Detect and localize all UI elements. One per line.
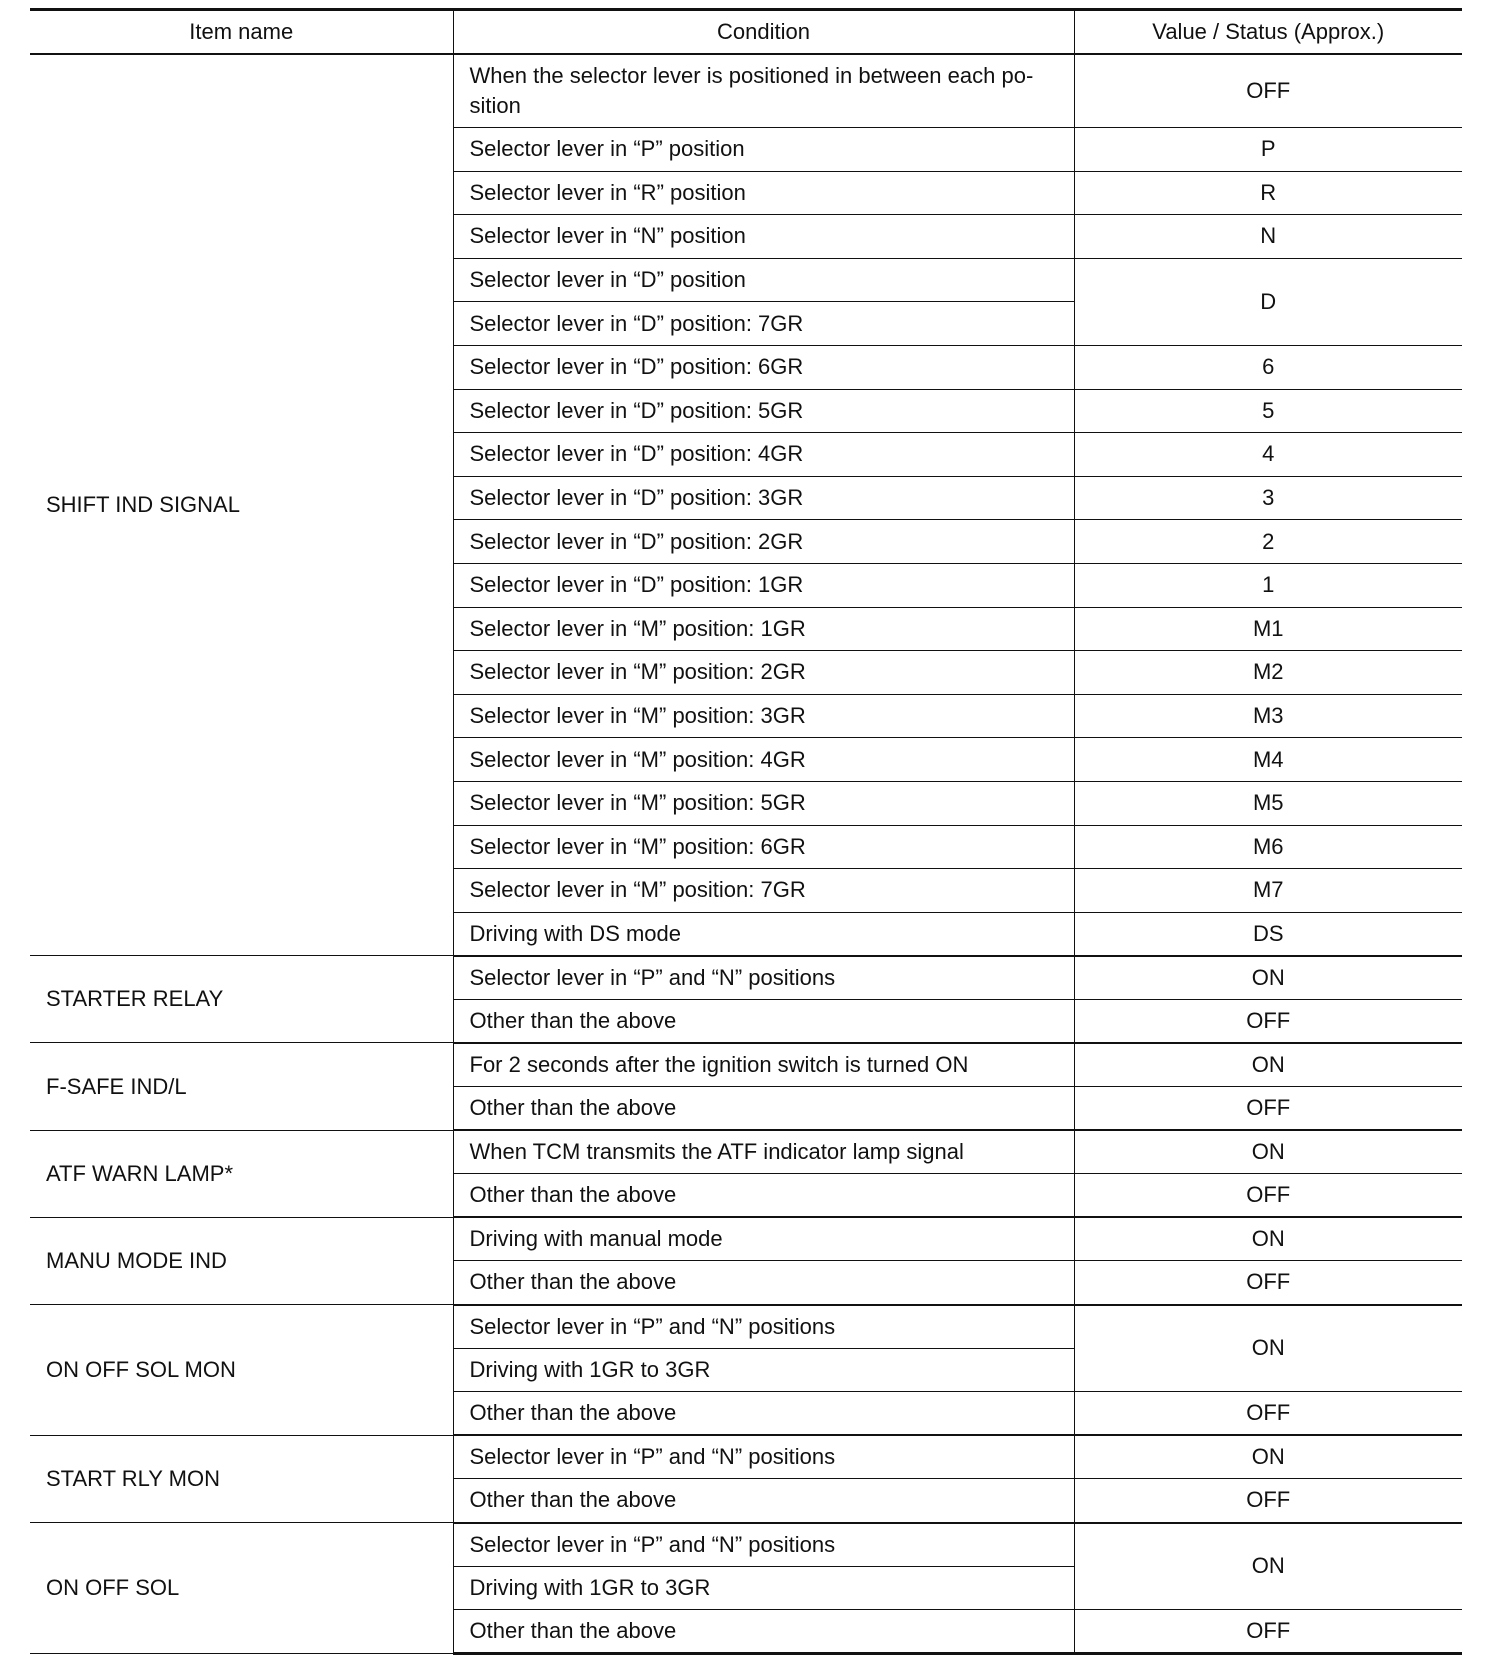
condition-text: Selector lever in “P” and “N” positions — [469, 964, 836, 990]
table-row — [30, 1305, 1462, 1349]
condition-text: Selector lever in “M” position: 5GR — [469, 790, 806, 816]
value-status-cell: M4 — [1074, 738, 1462, 782]
condition-text: Selector lever in “N” position — [469, 223, 746, 249]
condition-text: Selector lever in “M” position: 7GR — [469, 877, 806, 903]
item-name-cell: ON OFF SOL — [30, 1523, 453, 1654]
item-name-cell: F-SAFE IND/L — [30, 1043, 453, 1130]
condition-cell — [453, 825, 1074, 869]
condition-text: Driving with 1GR to 3GR — [469, 1574, 711, 1600]
value-status-cell: 2 — [1074, 520, 1462, 564]
condition-text: Selector lever in “D” position: 5GR — [469, 397, 804, 423]
condition-text: Selector lever in “D” position: 7GR — [469, 310, 804, 336]
condition-cell — [453, 1566, 1074, 1610]
value-status-cell: ON — [1074, 1130, 1462, 1174]
condition-cell — [453, 389, 1074, 433]
condition-text: Other than the above — [469, 1182, 677, 1208]
condition-text: Selector lever in “D” position: 3GR — [469, 485, 804, 511]
condition-cell — [453, 1305, 1074, 1349]
condition-text: Other than the above — [469, 1095, 677, 1121]
table-row — [30, 1130, 1462, 1174]
condition-cell — [453, 1392, 1074, 1436]
header-item-name: Item name — [30, 10, 453, 54]
item-name-cell: STARTER RELAY — [30, 956, 453, 1043]
value-status-cell: ON — [1074, 1305, 1462, 1392]
condition-cell — [453, 1217, 1074, 1261]
condition-cell — [453, 1348, 1074, 1392]
condition-cell — [453, 738, 1074, 782]
value-status-cell: OFF — [1074, 1392, 1462, 1436]
condition-cell — [453, 433, 1074, 477]
value-status-cell: M7 — [1074, 869, 1462, 913]
condition-cell — [453, 215, 1074, 259]
condition-cell — [453, 128, 1074, 172]
value-status-cell: OFF — [1074, 1261, 1462, 1305]
value-status-cell: N — [1074, 215, 1462, 259]
condition-cell — [453, 258, 1074, 302]
table-row — [30, 1435, 1462, 1479]
condition-cell — [453, 476, 1074, 520]
value-status-cell: ON — [1074, 1435, 1462, 1479]
condition-text: Selector lever in “M” position: 6GR — [469, 833, 806, 859]
value-status-cell: M6 — [1074, 825, 1462, 869]
condition-cell — [453, 54, 1074, 128]
table-row — [30, 1523, 1462, 1567]
condition-text: Selector lever in “P” position — [469, 136, 745, 162]
condition-cell — [453, 1610, 1074, 1654]
condition-cell — [453, 563, 1074, 607]
value-status-cell: 4 — [1074, 433, 1462, 477]
value-status-cell: M5 — [1074, 781, 1462, 825]
condition-text: Selector lever in “D” position: 6GR — [469, 354, 804, 380]
value-status-cell: DS — [1074, 912, 1462, 956]
condition-cell — [453, 781, 1074, 825]
value-status-cell: OFF — [1074, 1479, 1462, 1523]
value-status-cell: OFF — [1074, 1087, 1462, 1131]
condition-text: Selector lever in “D” position: 1GR — [469, 572, 804, 598]
value-status-cell: ON — [1074, 1043, 1462, 1087]
condition-text: Selector lever in “D” position: 4GR — [469, 441, 804, 467]
condition-text: Selector lever in “M” position: 4GR — [469, 746, 806, 772]
condition-text: Other than the above — [469, 1007, 677, 1033]
header-condition: Condition — [453, 10, 1074, 54]
condition-text: When TCM transmits the ATF indicator lamp signal — [469, 1139, 964, 1165]
condition-cell — [453, 1261, 1074, 1305]
condition-text: Selector lever in “D” position — [469, 267, 746, 293]
condition-text: Driving with DS mode — [469, 920, 682, 946]
condition-cell — [453, 1435, 1074, 1479]
value-status-cell: 3 — [1074, 476, 1462, 520]
condition-text: Other than the above — [469, 1400, 677, 1426]
item-name-cell: ON OFF SOL MON — [30, 1305, 453, 1436]
condition-cell — [453, 171, 1074, 215]
condition-cell — [453, 869, 1074, 913]
condition-cell — [453, 694, 1074, 738]
condition-text: Driving with manual mode — [469, 1226, 723, 1252]
condition-cell — [453, 999, 1074, 1043]
condition-cell — [453, 1130, 1074, 1174]
value-status-cell: 6 — [1074, 345, 1462, 389]
value-status-cell: ON — [1074, 1217, 1462, 1261]
data-monitor-table — [30, 8, 1462, 1655]
value-status-cell: OFF — [1074, 999, 1462, 1043]
condition-text: Other than the above — [469, 1617, 677, 1643]
condition-text: Selector lever in “P” and “N” positions — [469, 1531, 836, 1557]
condition-text: Other than the above — [469, 1487, 677, 1513]
item-name-cell: START RLY MON — [30, 1435, 453, 1522]
condition-cell — [453, 1087, 1074, 1131]
value-status-cell: M2 — [1074, 651, 1462, 695]
table-row — [30, 956, 1462, 1000]
condition-text: Selector lever in “M” position: 1GR — [469, 615, 806, 641]
table-row — [30, 1043, 1462, 1087]
table-row — [30, 54, 1462, 128]
condition-text: Selector lever in “P” and “N” positions — [469, 1444, 836, 1470]
value-status-cell: M3 — [1074, 694, 1462, 738]
condition-text: Other than the above — [469, 1269, 677, 1295]
value-status-cell: ON — [1074, 1523, 1462, 1610]
condition-cell — [453, 1479, 1074, 1523]
condition-cell — [453, 607, 1074, 651]
condition-cell — [453, 912, 1074, 956]
condition-text: Selector lever in “P” and “N” positions — [469, 1313, 836, 1339]
value-status-cell: D — [1074, 258, 1462, 345]
condition-cell — [453, 956, 1074, 1000]
condition-text: Selector lever in “M” position: 2GR — [469, 659, 806, 685]
item-name-cell: SHIFT IND SIGNAL — [30, 54, 453, 956]
value-status-cell: M1 — [1074, 607, 1462, 651]
condition-cell — [453, 1523, 1074, 1567]
item-name-cell: ATF WARN LAMP* — [30, 1130, 453, 1217]
table-row — [30, 1217, 1462, 1261]
condition-cell — [453, 651, 1074, 695]
condition-text: Driving with 1GR to 3GR — [469, 1356, 711, 1382]
condition-text: Selector lever in “R” position — [469, 179, 746, 205]
item-name-cell: MANU MODE IND — [30, 1217, 453, 1304]
table-body — [30, 54, 1462, 1654]
value-status-cell: 1 — [1074, 563, 1462, 607]
condition-cell — [453, 520, 1074, 564]
value-status-cell: OFF — [1074, 54, 1462, 128]
header-value-status: Value / Status (Approx.) — [1074, 10, 1462, 54]
condition-cell — [453, 302, 1074, 346]
value-status-cell: OFF — [1074, 1174, 1462, 1218]
condition-text: Selector lever in “M” position: 3GR — [469, 703, 806, 729]
condition-cell — [453, 345, 1074, 389]
condition-text: Selector lever in “D” position: 2GR — [469, 528, 804, 554]
header-row — [30, 10, 1462, 54]
value-status-cell: P — [1074, 128, 1462, 172]
value-status-cell: R — [1074, 171, 1462, 215]
value-status-cell: ON — [1074, 956, 1462, 1000]
condition-text: When the selector lever is positioned in between each po- sition — [469, 62, 1034, 118]
condition-cell — [453, 1174, 1074, 1218]
condition-cell — [453, 1043, 1074, 1087]
condition-text: For 2 seconds after the ignition switch is turned ON — [469, 1052, 969, 1078]
value-status-cell: 5 — [1074, 389, 1462, 433]
value-status-cell: OFF — [1074, 1610, 1462, 1654]
